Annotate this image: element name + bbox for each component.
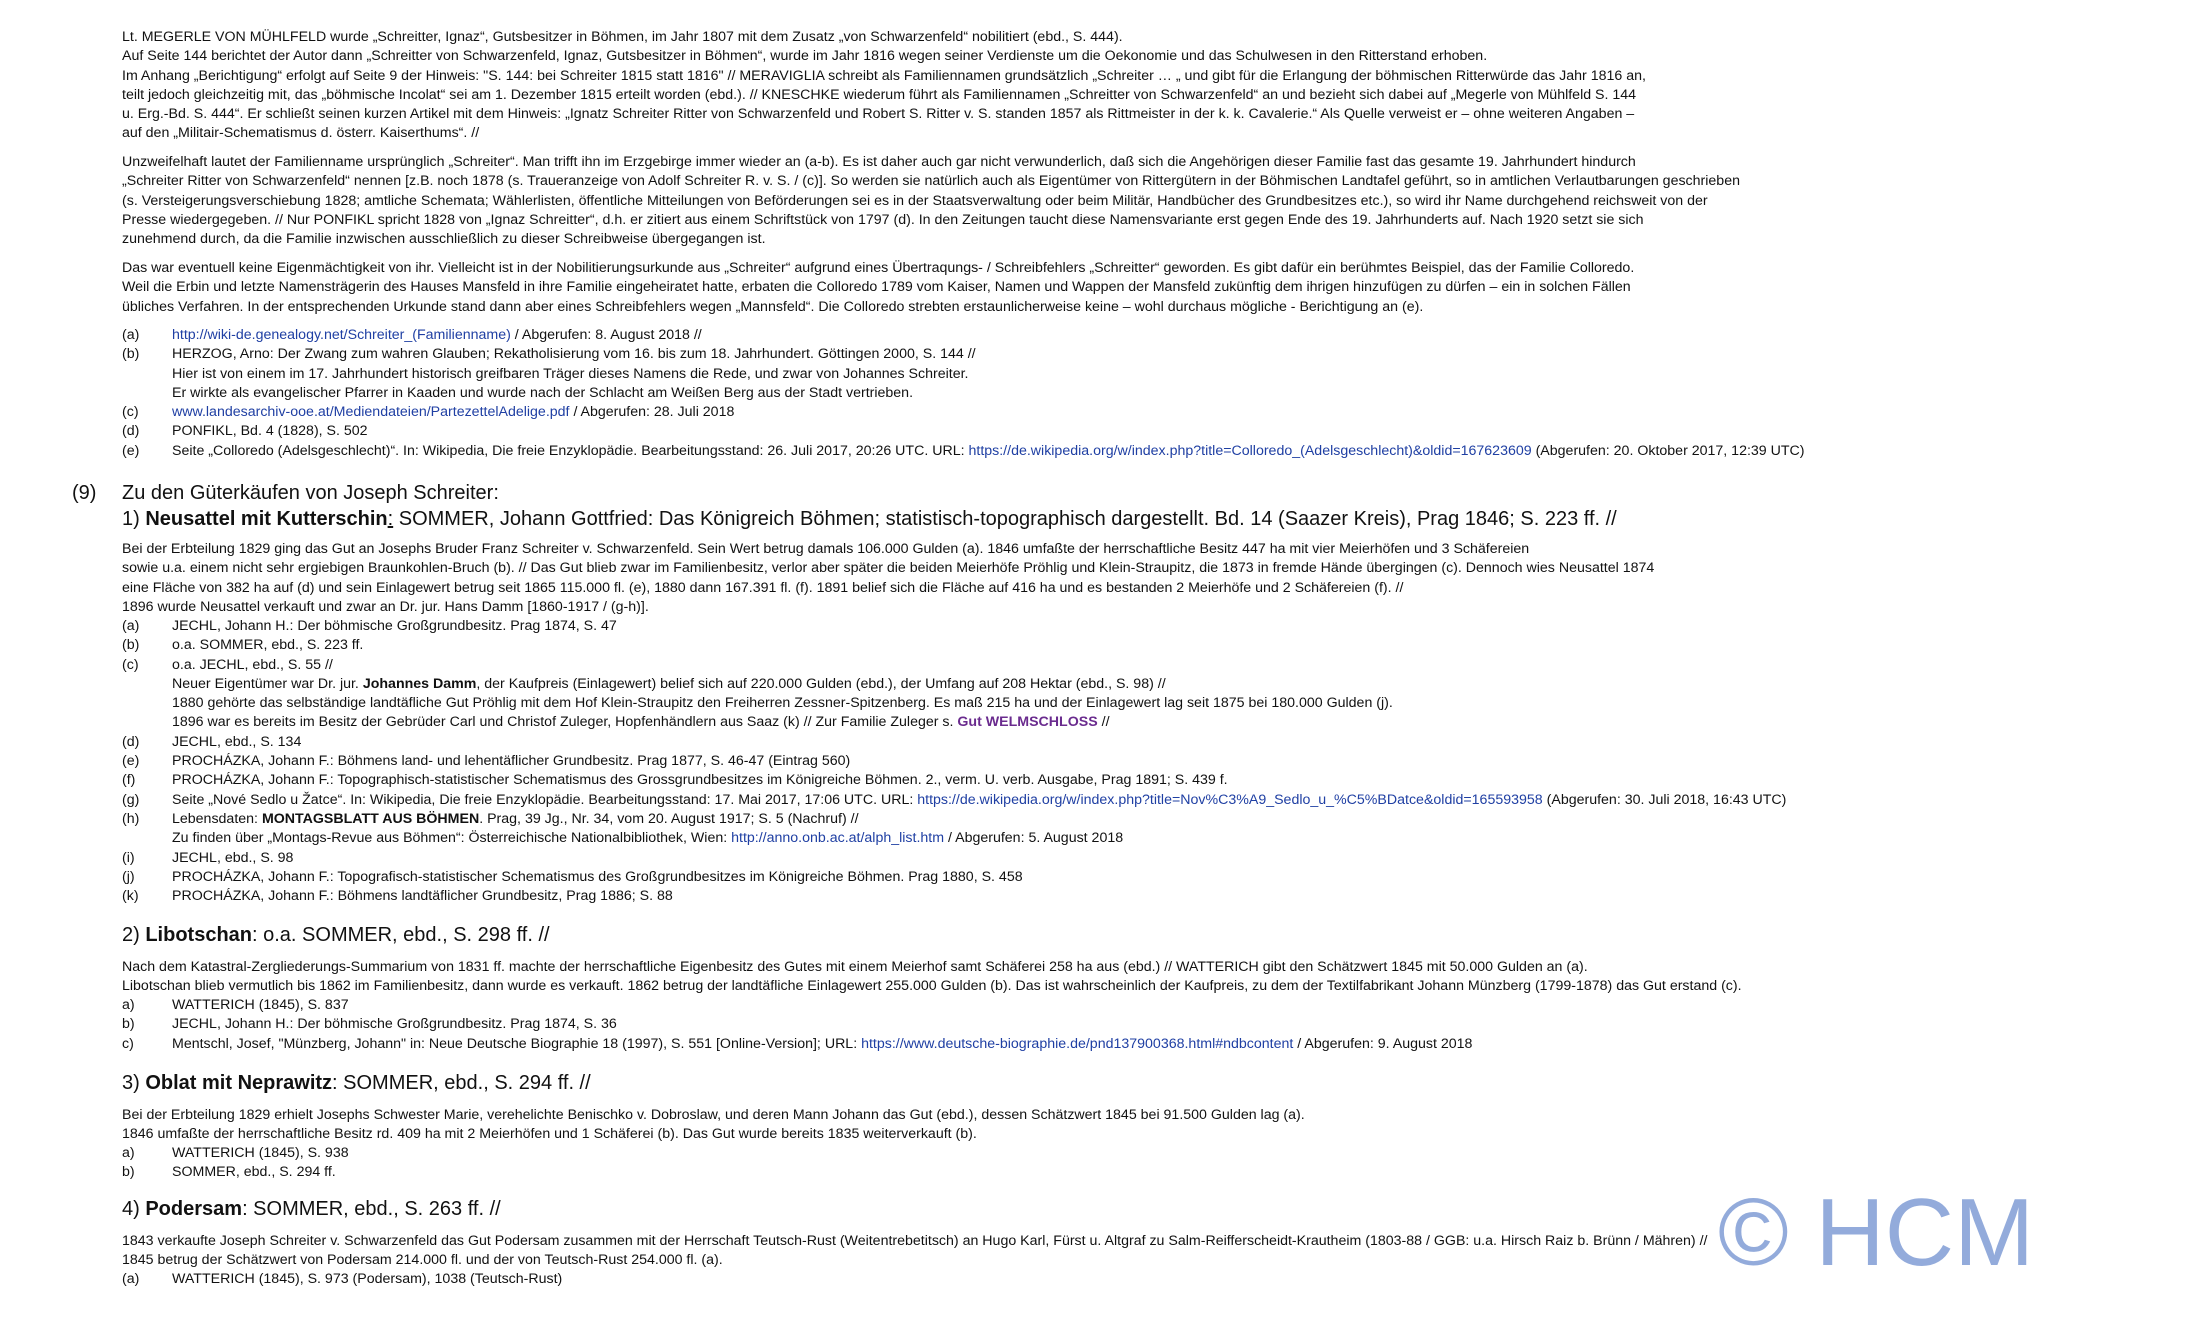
newspaper-name: MONTAGSBLATT AUS BÖHMEN: [261, 810, 480, 827]
text-line: Libotschan blieb vermutlich bis 1862 im Familienbesitz, dann wurde es verkauft. 1862 betrug der landtäfliche Einlagewert 255.000 Gulden (b). Das ist wahrscheinlich der Kaufpreis, zu dem der Textilfabrikant Johann Münzberg (1799-1878) das Gut erstand (c).: [122, 978, 1742, 995]
text-line: Nach dem Katastral-Zergliederungs-Summarium von 1831 ff. machte der herrschaftliche Eigenbesitz des Gutes mit einem Meierhof samt Schäferei 258 ha aus (ebd.) // WATTERICH gibt den Schätzwert 1845 mit 50.000 Gulden an (a).: [122, 959, 1588, 975]
reference-text: o.a. JECHL, ebd., S. 55 //: [172, 656, 333, 673]
reference-link[interactable]: http://anno.onb.ac.at/alph_list.htm: [731, 830, 945, 847]
reference-text: / Abgerufen: 8. August 2018 //: [510, 327, 702, 343]
reference-text: PROCHÁZKA, Johann F.: Böhmens landtäflicher Grundbesitz, Prag 1886; S. 88: [172, 888, 673, 905]
reference-f: [122, 771, 2161, 790]
reference-text: JECHL, ebd., S. 98: [172, 849, 294, 866]
paragraph-libotschan: [122, 958, 2161, 997]
reference-b: [122, 1015, 2161, 1034]
subheading-title: Libotschan: [145, 924, 253, 946]
subheading-source: : o.a. SOMMER, ebd., S. 298 ff. //: [252, 924, 550, 946]
reference-key: (d): [122, 733, 140, 750]
reference-text: PROCHÁZKA, Johann F.: Topografisch-statistischer Schematismus des Großgrundbesitzes im Königreiche Böhmen. Prag 1880, S. 458: [172, 868, 1023, 885]
text-line: Auf Seite 144 berichtet der Autor dann „Schreitter von Schwarzenfeld, Ignaz, Gutsbesitzer in Böhmen“, wurde im Jahr 1816 wegen seiner Verdienste um die Oekonomie und das Schulwesen in den Ritterstand erhoben.: [122, 48, 1488, 65]
reference-text: Mentschl, Josef, "Münzberg, Johann" in: Neue Deutsche Biographie 18 (1997), S. 551 [Online-Version]; URL:: [172, 1035, 862, 1052]
reference-text: WATTERICH (1845), S. 837: [172, 997, 349, 1013]
subheading-number: 1): [122, 508, 146, 530]
text-line: auf den „Militair-Schematismus d. österr. Kaiserthums“. //: [122, 125, 480, 142]
subheading-podersam: [122, 1196, 501, 1222]
reference-text: / Abgerufen: 9. August 2018: [1293, 1035, 1473, 1052]
reference-text: , der Kaufpreis (Einlagewert) belief sich auf 220.000 Gulden (ebd.), der Umfang auf 208 Hektar (ebd., S. 98) //: [476, 675, 1166, 692]
reference-key: (g): [122, 791, 140, 808]
text-line: Bei der Erbteilung 1829 erhielt Josephs Schwester Marie, verehelichte Benischko v. Dobroslaw, und deren Mann Johann das Gut (ebd.), dessen Schätzwert 1845 bei 91.500 Gulden lag (a).: [122, 1107, 1305, 1123]
reference-key: c): [122, 1035, 134, 1052]
reference-key: (e): [122, 753, 140, 770]
reference-key: a): [122, 1145, 135, 1161]
text-line: Im Anhang „Berichtigung“ erfolgt auf Seite 9 der Hinweis: "S. 144: bei Schreiter 1815 statt 1816" // MERAVIGLIA schreibt als Familiennamen grundsätzlich „Schreiter … „ und gibt für die Erlangung der böhmischen Ritterwürde das Jahr 1816 an,: [122, 67, 1646, 84]
subheading-title: Neusattel mit Kutterschin: [145, 508, 388, 530]
reference-key: (d): [122, 423, 140, 440]
subheading-number: 3): [122, 1072, 146, 1094]
section-title: Zu den Güterkäufen von Joseph Schreiter:: [122, 482, 499, 504]
text-line: Bei der Erbteilung 1829 ging das Gut an Josephs Bruder Franz Schreiter v. Schwarzenfeld. Sein Wert betrug damals 106.000 Gulden (a). 1846 umfaßte der herrschaftliche Besitz 447 ha mit vier Meierhöfen und 3 Schäfereien: [122, 541, 1530, 557]
text-line: Lt. MEGERLE VON MÜHLFELD wurde „Schreitter, Ignaz“, Gutsbesitzer in Böhmen, im Jahr 1807 mit dem Zusatz „von Schwarzenfeld“ nobilitiert (ebd., S. 444).: [122, 29, 1123, 45]
reference-key: (a): [122, 1271, 140, 1287]
person-name: Johannes Damm: [362, 675, 477, 692]
reference-text: Lebensdaten:: [172, 810, 262, 827]
subheading-source: : SOMMER, ebd., S. 263 ff. //: [242, 1198, 501, 1220]
reference-text: JECHL, Johann H.: Der böhmische Großgrundbesitz. Prag 1874, S. 36: [172, 1016, 617, 1033]
references-libotschan: [122, 996, 2161, 1054]
reference-e: [122, 752, 2161, 771]
reference-text: Seite „Nové Sedlo u Žatce“. In: Wikipedia, Die freie Enzyklopädie. Bearbeitungsstand: 17. Mai 2017, 17:06 UTC. URL:: [172, 791, 918, 808]
welmschloss-link[interactable]: Gut WELMSCHLOSS: [957, 714, 1098, 731]
reference-key: (b): [122, 637, 140, 654]
paragraph-colloredo: [122, 259, 2161, 317]
reference-key: b): [122, 1016, 135, 1033]
text-line: zunehmend durch, da die Familie inzwischen ausschließlich zu dieser Schreibweise übergegangen ist.: [122, 231, 766, 248]
reference-b-continued: [122, 365, 2161, 384]
reference-key: (k): [122, 888, 139, 905]
text-line: 1896 wurde Neusattel verkauft und zwar an Dr. jur. Hans Damm [1860-1917 / (g-h)].: [122, 598, 649, 615]
reference-key: (c): [122, 656, 139, 673]
reference-h-continued: [122, 829, 2161, 848]
reference-text: SOMMER, ebd., S. 294 ff.: [172, 1164, 336, 1181]
subheading-oblat: [122, 1070, 591, 1096]
text-line: teilt jedoch gleichzeitig mit, das „böhmische Incolat“ sei am 1. Dezember 1815 erteilt worden (ebd.). // KNESCHKE wiederum führt als Familiennamen „Schreitter von Schwarzenfeld“ an und bezieht sich dabei auf „Megerle von Mühlfeld S. 144: [122, 86, 1637, 103]
reference-text: / Abgerufen: 28. Juli 2018: [569, 404, 735, 421]
reference-text: Er wirkte als evangelischer Pfarrer in Kaaden und wurde nach der Schlacht am Weißen Berg aus der Stadt vertrieben.: [172, 384, 914, 401]
reference-text: JECHL, ebd., S. 134: [172, 733, 302, 750]
reference-text: o.a. SOMMER, ebd., S. 223 ff.: [172, 637, 364, 654]
reference-g: [122, 791, 2161, 810]
reference-i: [122, 849, 2161, 868]
reference-text: HERZOG, Arno: Der Zwang zum wahren Glauben; Rekatholisierung vom 16. bis zum 18. Jahrhundert. Göttingen 2000, S. 144 //: [172, 346, 976, 363]
reference-link[interactable]: https://www.deutsche-biographie.de/pnd137900368.html#ndbcontent: [861, 1035, 1294, 1052]
reference-key: (h): [122, 810, 140, 827]
intro-paragraph: [122, 28, 2161, 144]
reference-key: (c): [122, 404, 139, 421]
reference-key: (e): [122, 442, 140, 459]
subheading-source: SOMMER, Johann Gottfried: Das Königreich Böhmen; statistisch-topographisch dargestellt. Bd. 14 (Saazer Kreis), Prag 1846; S. 223 ff. //: [393, 508, 1617, 530]
reference-a: [122, 617, 2161, 636]
subheading-neusattel: [122, 506, 1617, 532]
reference-key: (b): [122, 346, 140, 363]
text-line: Weil die Erbin und letzte Namensträgerin des Hauses Mansfeld in ihre Familie eingeheiratet hatte, erbaten die Colloredo 1789 vom Kaiser, Namen und Wappen der Mansfeld zukünftig dem ihrigen hinzufügen zu dürfen – ein in solchen Fällen: [122, 279, 1631, 296]
reference-a: [122, 326, 2161, 345]
paragraph-family-name: [122, 153, 2161, 249]
reference-link[interactable]: https://de.wikipedia.org/w/index.php?title=Nov%C3%A9_Sedlo_u_%C5%BDatce&oldid=165593958: [917, 791, 1543, 808]
reference-d: [122, 422, 2161, 441]
text-line: Das war eventuell keine Eigenmächtigkeit von ihr. Vielleicht ist in der Nobilitierungsurkunde aus „Schreiter“ aufgrund eines Übertraqungs- / Schreibfehlers „Schreitter“ geworden. Es gibt dafür ein berühmtes Beispiel, das der Familie Colloredo.: [122, 260, 1635, 276]
reference-text: Neuer Eigentümer war Dr. jur.: [172, 675, 363, 692]
reference-text: PROCHÁZKA, Johann F.: Topographisch-statistischer Schematismus des Grossgrundbesitzes im Königreiche Böhmen. 2., verm. U. verb. Ausgabe, Prag 1891; S. 439 f.: [172, 772, 1228, 789]
reference-b-continued: [122, 384, 2161, 403]
section-number: (9): [72, 482, 97, 504]
reference-k: [122, 887, 2161, 906]
text-line: Presse wiedergegeben. // Nur PONFIKL spricht 1828 von „Ignaz Schreitter“, d.h. er zitiert aus einem Schriftstück von 1797 (d). In den Zeitungen taucht diese Namensvariante erst gegen Ende des 19. Jahrhunderts auf. Nach 1920 setzt sie sich: [122, 211, 1644, 228]
reference-link[interactable]: https://de.wikipedia.org/w/index.php?title=Colloredo_(Adelsgeschlecht)&oldid=167623609: [968, 442, 1532, 459]
reference-text: WATTERICH (1845), S. 938: [172, 1145, 349, 1161]
reference-d: [122, 733, 2161, 752]
text-line: 1846 umfaßte der herrschaftliche Besitz rd. 409 ha mit 2 Meierhöfen und 1 Schäferei (b). Das Gut wurde bereits 1835 weiterverkauft (b).: [122, 1126, 977, 1143]
reference-a: [122, 1144, 2161, 1163]
subheading-source: : SOMMER, ebd., S. 294 ff. //: [332, 1072, 591, 1094]
paragraph-oblat: [122, 1106, 2161, 1145]
reference-text: WATTERICH (1845), S. 973 (Podersam), 1038 (Teutsch-Rust): [172, 1271, 563, 1287]
reference-text: Zu finden über „Montags-Revue aus Böhmen“: Österreichische Nationalbibliothek, Wien:: [172, 830, 732, 847]
text-line: eine Fläche von 382 ha auf (d) und sein Einlagewert betrug seit 1865 115.000 fl. (e), 1880 dann 167.391 fl. (f). 1891 belief sich die Fläche auf 416 ha und es bestanden 2 Meierhöfe und 2 Schäfereien (f). //: [122, 579, 1404, 596]
subheading-libotschan: [122, 922, 550, 948]
subheading-title: Podersam: [145, 1198, 243, 1220]
reference-c-continued: [122, 694, 2161, 713]
references-neusattel: [122, 617, 2161, 906]
reference-text: Hier ist von einem im 17. Jahrhundert historisch greifbaren Träger dieses Namens die Rede, und zwar von Johannes Schreiter.: [172, 365, 969, 382]
subheading-number: 4): [122, 1198, 146, 1220]
reference-text: (Abgerufen: 20. Oktober 2017, 12:39 UTC): [1531, 442, 1805, 459]
reference-c: [122, 656, 2161, 675]
text-line: 1843 verkaufte Joseph Schreiter v. Schwarzenfeld das Gut Podersam zusammen mit der Herrschaft Teutsch-Rust (Weitentrebetitsch) an Hugo Karl, Fürst u. Altgraf zu Salm-Reifferscheidt-Krautheim (1803-88 / GGB: u.a. Hirsch Raiz b. Brünn / Mähren) //: [122, 1233, 1708, 1249]
reference-text: JECHL, Johann H.: Der böhmische Großgrundbesitz. Prag 1874, S. 47: [172, 618, 617, 634]
reference-e: [122, 442, 2161, 461]
reference-b: [122, 636, 2161, 655]
reference-text: //: [1097, 714, 1110, 731]
reference-b: [122, 345, 2161, 364]
subheading-number: 2): [122, 924, 146, 946]
copyright-watermark: © HCM: [1718, 1179, 2035, 1286]
reference-link[interactable]: http://wiki-de.genealogy.net/Schreiter_(Familienname): [172, 327, 511, 343]
reference-text: PROCHÁZKA, Johann F.: Böhmens land- und lehentäflicher Grundbesitz. Prag 1877, S. 46-47 (Eintrag 560): [172, 753, 851, 770]
reference-link[interactable]: www.landesarchiv-ooe.at/Mediendateien/PartezettelAdelige.pdf: [172, 404, 570, 421]
text-line: (s. Versteigerungsverschiebung 1828; amtliche Schemata; Wählerlisten, öffentliche Mitteilungen von Beförderungen sei es in der Staatsverwaltung oder beim Militär, Handbücher des Grundbesitzes etc.), so wird ihr Name durchgehend reichsweit von der: [122, 192, 1708, 209]
paragraph-neusattel: [122, 540, 2161, 617]
text-line: „Schreiter Ritter von Schwarzenfeld“ nennen [z.B. noch 1878 (s. Traueranzeige von Adolf Schreiter R. v. S. / (c)]. So werden sie natürlich auch als Eigentümer von Rittergütern in der Böhmischen Landtafel geführt, so in amtlichen Verlautbarungen geschrieben: [122, 173, 1740, 190]
subheading-colon: :: [387, 508, 394, 530]
text-line: sowie u.a. einem nicht sehr ergiebigen Braunkohlen-Bruch (b). // Das Gut blieb zwar im Familienbesitz, verlor aber später die beiden Meierhöfe Pröhlig und Klein-Straupitz, die 1873 in fremde Hände übergingen (c). Dennoch wies Neusattel 1874: [122, 560, 1655, 577]
reference-text: PONFIKL, Bd. 4 (1828), S. 502: [172, 423, 368, 440]
references-intro: [122, 326, 2161, 461]
reference-key: (j): [122, 868, 135, 885]
text-line: 1845 betrug der Schätzwert von Podersam 214.000 fl. und der von Teutsch-Rust 254.000 fl. (a).: [122, 1252, 723, 1269]
reference-c-continued: [122, 675, 2161, 694]
references-oblat: [122, 1144, 2161, 1183]
reference-a: [122, 996, 2161, 1015]
reference-j: [122, 868, 2161, 887]
reference-text: . Prag, 39 Jg., Nr. 34, vom 20. August 1917; S. 5 (Nachruf) //: [479, 810, 859, 827]
reference-key: (a): [122, 618, 140, 634]
reference-key: (f): [122, 772, 136, 789]
reference-text: / Abgerufen: 5. August 2018: [944, 830, 1124, 847]
reference-c: [122, 403, 2161, 422]
reference-text: (Abgerufen: 30. Juli 2018, 16:43 UTC): [1542, 791, 1787, 808]
reference-text: Seite „Colloredo (Adelsgeschlecht)“. In: Wikipedia, Die freie Enzyklopädie. Bearbeitungsstand: 26. Juli 2017, 20:26 UTC. URL:: [172, 442, 969, 459]
reference-key: (a): [122, 327, 140, 343]
text-line: übliches Verfahren. In der entsprechenden Urkunde stand dann aber eines Schreibfehlers wegen „Mannsfeld“. Die Colloredo strebten erstaunlicherweise keine – wohl durchaus mögliche - Berichtigung an (e).: [122, 298, 1424, 315]
reference-h: [122, 810, 2161, 829]
reference-text: 1896 war es bereits im Besitz der Gebrüder Carl und Christof Zuleger, Hopfenhändlern aus Saaz (k) // Zur Familie Zuleger s.: [172, 714, 958, 731]
reference-text: 1880 gehörte das selbständige landtäfliche Gut Pröhlig mit dem Hof Klein-Straupitz den Freiherren Zessner-Spitzenberg. Es maß 215 ha und der Einlagewert lag seit 1875 bei 180.000 Gulden (j).: [172, 695, 1393, 712]
reference-key: a): [122, 997, 135, 1013]
subheading-title: Oblat mit Neprawitz: [145, 1072, 333, 1094]
reference-key: b): [122, 1164, 135, 1181]
reference-c: [122, 1035, 2161, 1054]
reference-key: (i): [122, 849, 135, 866]
text-line: Unzweifelhaft lautet der Familienname ursprünglich „Schreiter“. Man trifft ihn im Erzgebirge immer wieder an (a-b). Es ist daher auch gar nicht verwunderlich, daß sich die Angehörigen dieser Familie fast das gesamte 19. Jahrhundert hindurch: [122, 154, 1636, 170]
text-line: u. Erg.-Bd. S. 444“. Er schließt seinen kurzen Artikel mit dem Hinweis: „Ignatz Schreiter Ritter von Schwarzenfeld und Robert S. Ritter v. S. standen 1857 als Rittmeister in der k. k. Cavalerie.“ Als Quelle verweist er – ohne weiteren Angaben –: [122, 106, 1635, 123]
reference-c-continued: [122, 713, 2161, 732]
